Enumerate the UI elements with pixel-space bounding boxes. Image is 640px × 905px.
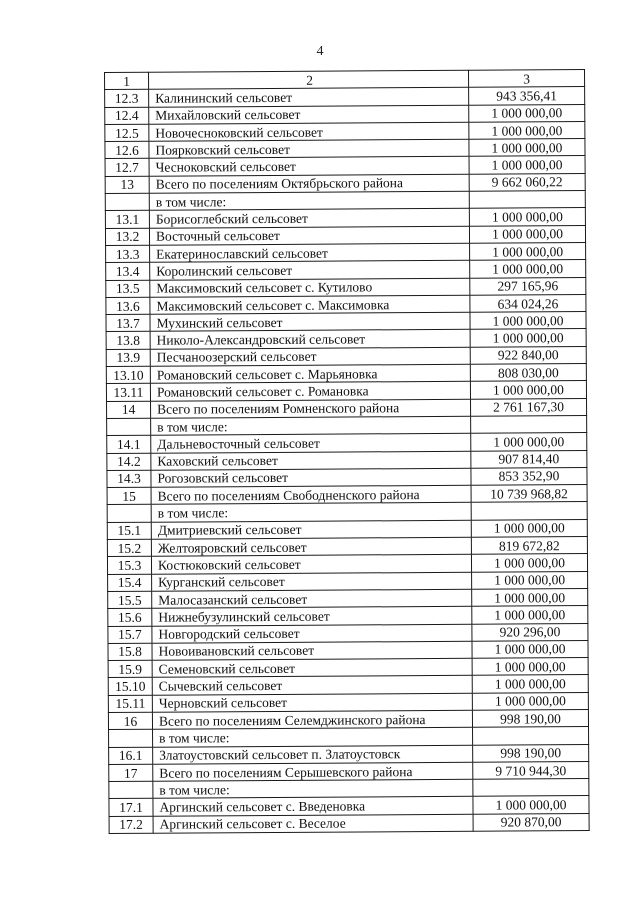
row-amount: 1 000 000,00 <box>472 588 588 606</box>
row-number: 13.2 <box>105 228 149 246</box>
row-name: Всего по поселениям Селемджинского района <box>152 710 472 729</box>
row-name: в том числе: <box>151 416 471 435</box>
row-number: 16 <box>108 712 152 730</box>
row-amount <box>471 415 587 433</box>
row-name: Всего по поселениям Серышевского района <box>153 762 473 781</box>
row-amount: 1 000 000,00 <box>469 121 585 139</box>
row-name: в том числе: <box>153 779 473 798</box>
row-number: 14.3 <box>107 470 151 488</box>
row-number: 13.5 <box>106 280 150 298</box>
row-number: 15.1 <box>107 522 151 540</box>
row-number: 13.4 <box>106 262 150 280</box>
row-name: Романовский сельсовет с. Романовка <box>150 382 470 401</box>
header-col-2: 2 <box>149 70 469 89</box>
row-name: Михайловский сельсовет <box>149 105 469 124</box>
row-number: 15.4 <box>108 574 152 592</box>
row-name: Новоивановский сельсовет <box>152 641 472 660</box>
row-name: Восточный сельсовет <box>149 226 469 245</box>
row-number: 15.2 <box>107 539 151 557</box>
row-amount: 998 190,00 <box>472 710 588 728</box>
row-amount: 1 000 000,00 <box>472 640 588 658</box>
row-number: 15.9 <box>108 660 152 678</box>
row-name: в том числе: <box>153 728 473 747</box>
row-name: Черновский сельсовет <box>152 693 472 712</box>
row-number: 12.3 <box>105 90 149 108</box>
row-amount <box>471 502 587 520</box>
row-name: в том числе: <box>151 503 471 522</box>
row-amount: 808 030,00 <box>470 364 586 382</box>
row-number: 17.1 <box>109 799 153 817</box>
row-name: Дмитриевский сельсовет <box>151 520 471 539</box>
row-number <box>109 781 153 799</box>
row-amount: 819 672,82 <box>471 537 587 555</box>
row-number: 14 <box>107 401 151 419</box>
row-amount: 9 662 060,22 <box>469 173 585 191</box>
row-amount: 943 356,41 <box>469 87 585 105</box>
row-amount: 10 739 968,82 <box>471 485 587 503</box>
row-name: Нижнебузулинский сельсовет <box>152 606 472 625</box>
row-number: 13.3 <box>106 245 150 263</box>
row-number: 12.6 <box>105 141 149 159</box>
row-name: Мухинский сельсовет <box>150 312 470 331</box>
row-name: Курганский сельсовет <box>152 572 472 591</box>
row-amount: 920 870,00 <box>473 813 589 831</box>
row-number: 15.10 <box>108 678 152 696</box>
row-name: Романовский сельсовет с. Марьяновка <box>150 364 470 383</box>
row-amount: 297 165,96 <box>470 277 586 295</box>
table-body <box>105 70 590 834</box>
row-number: 14.2 <box>107 453 151 471</box>
row-amount: 1 000 000,00 <box>470 260 586 278</box>
row-number: 14.1 <box>107 435 151 453</box>
row-amount <box>473 727 589 745</box>
row-name: Златоустовский сельсовет п. Златоустовск <box>153 745 473 764</box>
row-name: Николо-Александровский сельсовет <box>150 330 470 349</box>
row-amount: 1 000 000,00 <box>469 225 585 243</box>
row-number: 13.8 <box>106 332 150 350</box>
row-amount: 1 000 000,00 <box>469 156 585 174</box>
row-amount: 1 000 000,00 <box>469 208 585 226</box>
row-number: 15.7 <box>108 626 152 644</box>
row-amount: 1 000 000,00 <box>473 796 589 814</box>
row-number: 13.10 <box>106 366 150 384</box>
row-name: Екатеринославский сельсовет <box>150 243 470 262</box>
row-number: 17 <box>109 764 153 782</box>
row-amount: 1 000 000,00 <box>470 381 586 399</box>
row-amount: 1 000 000,00 <box>469 139 585 157</box>
row-amount: 1 000 000,00 <box>472 606 588 624</box>
row-amount: 853 352,90 <box>471 467 587 485</box>
row-name: Новгородский сельсовет <box>152 624 472 643</box>
row-amount: 1 000 000,00 <box>472 692 588 710</box>
row-amount: 1 000 000,00 <box>470 312 586 330</box>
row-amount: 1 000 000,00 <box>470 243 586 261</box>
row-name: Дальневосточный сельсовет <box>151 434 471 453</box>
row-name: Малосазанский сельсовет <box>152 589 472 608</box>
header-col-3: 3 <box>468 70 584 88</box>
row-number <box>107 418 151 436</box>
row-number: 13.6 <box>106 297 150 315</box>
row-amount: 1 000 000,00 <box>469 104 585 122</box>
row-number: 13.7 <box>106 314 150 332</box>
row-amount: 1 000 000,00 <box>472 658 588 676</box>
allocation-table <box>104 69 590 834</box>
table-row <box>109 813 589 833</box>
row-number: 13 <box>105 176 149 194</box>
row-number <box>105 193 149 211</box>
row-number: 15.8 <box>108 643 152 661</box>
row-amount: 1 000 000,00 <box>472 675 588 693</box>
row-name: Аргинский сельсовет с. Введеновка <box>153 797 473 816</box>
row-amount: 1 000 000,00 <box>471 519 587 537</box>
row-amount <box>473 779 589 797</box>
row-number <box>107 505 151 523</box>
page-number: 4 <box>316 44 324 59</box>
row-name: Королинский сельсовет <box>150 261 470 280</box>
row-amount <box>469 191 585 209</box>
row-name: Желтояровский сельсовет <box>151 537 471 556</box>
row-name: Всего по поселениям Октябрьского района <box>149 174 469 193</box>
row-name: Всего по поселениям Свободненского района <box>151 485 471 504</box>
header-col-1: 1 <box>105 72 149 90</box>
row-name: Сычевский сельсовет <box>152 676 472 695</box>
row-name: Каховский сельсовет <box>151 451 471 470</box>
row-number: 13.11 <box>106 384 150 402</box>
row-number: 12.5 <box>105 124 149 142</box>
row-number: 12.7 <box>105 159 149 177</box>
row-amount: 2 761 167,30 <box>471 398 587 416</box>
row-name: Чесноковский сельсовет <box>149 157 469 176</box>
row-name: Борисоглебский сельсовет <box>149 209 469 228</box>
row-amount: 1 000 000,00 <box>472 571 588 589</box>
row-name: Песчаноозерский сельсовет <box>150 347 470 366</box>
row-number <box>109 729 153 747</box>
row-name: Поярковский сельсовет <box>149 139 469 158</box>
row-name: Аргинский сельсовет с. Веселое <box>153 814 473 833</box>
row-name: Рогозовский сельсовет <box>151 468 471 487</box>
row-number: 15.5 <box>108 591 152 609</box>
row-number: 13.9 <box>106 349 150 367</box>
row-number: 15.11 <box>108 695 152 713</box>
row-amount: 634 024,26 <box>470 294 586 312</box>
row-number: 15.6 <box>108 608 152 626</box>
row-amount: 1 000 000,00 <box>471 433 587 451</box>
row-name: Всего по поселениям Ромненского района <box>151 399 471 418</box>
row-name: Семеновский сельсовет <box>152 658 472 677</box>
row-name: Максимовский сельсовет с. Максимовка <box>150 295 470 314</box>
row-number: 15.3 <box>107 557 151 575</box>
row-name: Новочесноковский сельсовет <box>149 122 469 141</box>
row-number: 17.2 <box>109 816 153 834</box>
row-amount: 1 000 000,00 <box>470 329 586 347</box>
row-amount: 922 840,00 <box>470 346 586 364</box>
row-number: 15 <box>107 487 151 505</box>
row-number: 13.1 <box>105 211 149 229</box>
row-amount: 1 000 000,00 <box>471 554 587 572</box>
row-amount: 998 190,00 <box>473 744 589 762</box>
row-number: 12.4 <box>105 107 149 125</box>
row-name: Калининский сельсовет <box>149 88 469 107</box>
row-amount: 907 814,40 <box>471 450 587 468</box>
row-name: Максимовский сельсовет с. Кутилово <box>150 278 470 297</box>
row-amount: 920 296,00 <box>472 623 588 641</box>
row-amount: 9 710 944,30 <box>473 761 589 779</box>
row-name: в том числе: <box>149 191 469 210</box>
row-name: Костюковский сельсовет <box>151 555 471 574</box>
row-number: 16.1 <box>109 747 153 765</box>
